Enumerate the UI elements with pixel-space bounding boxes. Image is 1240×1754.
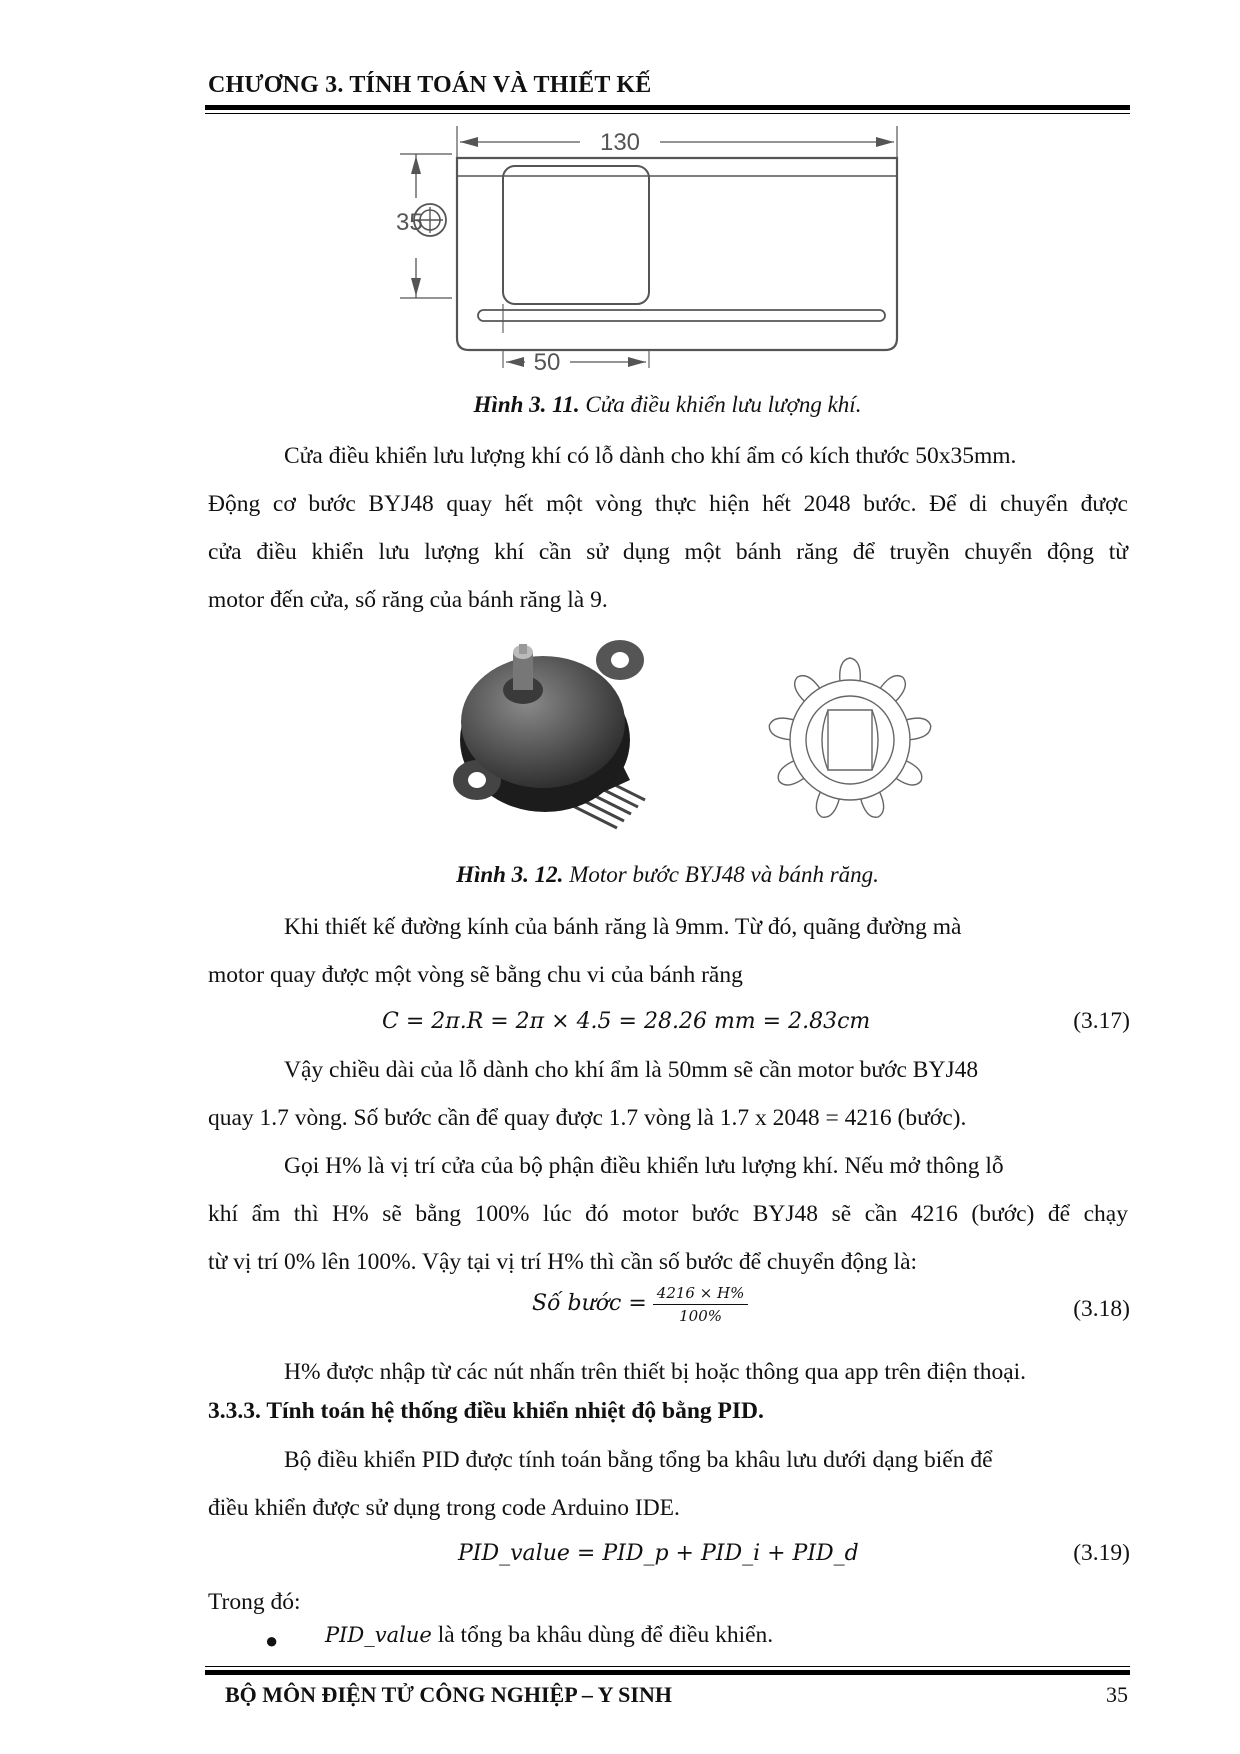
dim-hole-label: 50 [533,349,561,376]
dim-height-label: 35 [396,209,423,236]
paragraph-steps [208,1046,1128,1142]
chapter-header: CHƯƠNG 3. TÍNH TOÁN VÀ THIẾT KẾ [208,72,652,98]
para4-line1: Gọi H% là vị trí cửa của bộ phận điều khiển lưu lượng khí. Nếu mở thông lỗ [284,1153,1004,1179]
para4-line3: từ vị trí 0% lên 100%. Vậy tại vị trí H% thì cần số bước để chuyển động là: [208,1249,918,1275]
footer-rule-thin [205,1666,1130,1667]
fraction-denominator: 100% [679,1307,723,1325]
figure-caption-3-12 [205,862,1130,888]
para4-line2: khí ẩm thì H% sẽ bằng 100% lúc đó motor bước BYJ48 sẽ cần 4216 (bước) để chạy [208,1201,1128,1227]
equation-3-18 [532,1284,748,1325]
caption-label: Hình 3. 11. [473,392,580,417]
figure-stepper-motor [455,630,680,840]
section-heading: 3.3.3. Tính toán hệ thống điều khiển nhiệt độ bằng PID. [208,1398,764,1424]
equation-lhs: Số bước = [532,1291,647,1317]
caption-text: Cửa điều khiển lưu lượng khí. [585,392,862,417]
equation-fraction [653,1284,749,1325]
para5-text: H% được nhập từ các nút nhấn trên thiết bị hoặc thông qua app trên điện thoại. [284,1359,1027,1385]
para3-line1: Vậy chiều dài của lỗ dành cho khí ẩm là 50mm sẽ cần motor bước BYJ48 [284,1057,979,1083]
paragraph-position [208,1142,1128,1286]
equation-3-17 [382,1008,870,1035]
figure-caption-3-11 [205,392,1130,418]
paragraph-input [208,1348,1128,1396]
bullet-text: là tổng ba khâu dùng để điều khiển. [431,1622,774,1648]
header-rule-thin [205,113,1130,114]
para1-line3: cửa điều khiển lưu lượng khí cần sử dụng một bánh răng để truyền chuyển động từ [208,539,1128,565]
figure-gear [765,655,935,825]
page-number: 35 [1106,1682,1128,1707]
dim-width-label: 130 [599,129,641,156]
para2-line2: motor quay được một vòng sẽ bằng chu vi của bánh răng [208,962,743,988]
paragraph-air-door [208,432,1128,624]
para1-line1: Cửa điều khiển lưu lượng khí có lỗ dành cho khí ẩm có kích thước 50x35mm. [284,443,1017,469]
equation-expression: PID_value = PID_p + PID_i + PID_d [458,1541,859,1566]
paragraph-gear-diameter [208,903,1128,999]
equation-expression: C = 2π.R = 2π × 4.5 = 28.26 mm = 2.83cm [382,1009,871,1034]
fraction-numerator: 4216 × H% [653,1284,749,1305]
para1-line4: motor đến cửa, số răng của bánh răng là 9. [208,587,608,613]
equation-3-19 [458,1540,859,1567]
equation-number-3-17: (3.17) [1073,1008,1130,1034]
where-text: Trong đó: [208,1589,301,1615]
caption-text: Motor bước BYJ48 và bánh răng. [569,862,879,887]
where-label [208,1578,1128,1626]
para2-line1: Khi thiết kế đường kính của bánh răng là 9mm. Từ đó, quãng đường mà [284,914,962,940]
para6-line2: điều khiển được sử dụng trong code Arduino IDE. [208,1495,680,1521]
figure-air-door-drawing [396,118,920,380]
footer-department: BỘ MÔN ĐIỆN TỬ CÔNG NGHIỆP – Y SINH [225,1682,672,1707]
equation-number-3-18: (3.18) [1073,1296,1130,1322]
bullet-item [325,1622,773,1649]
para1-line2: Động cơ bước BYJ48 quay hết một vòng thực hiện hết 2048 bước. Để di chuyển được [208,491,1128,517]
footer-rule [205,1670,1130,1675]
para3-line2: quay 1.7 vòng. Số bước cần để quay được 1.7 vòng là 1.7 x 2048 = 4216 (bước). [208,1105,967,1131]
caption-label: Hình 3. 12. [456,862,564,887]
para6-line1: Bộ điều khiển PID được tính toán bằng tổng ba khâu lưu dưới dạng biến để [284,1447,993,1473]
equation-number-3-19: (3.19) [1073,1540,1130,1566]
header-rule [205,105,1130,110]
paragraph-pid [208,1436,1128,1532]
bullet-term: PID_value [325,1623,432,1647]
bullet-dot-icon: ● [265,1628,279,1653]
